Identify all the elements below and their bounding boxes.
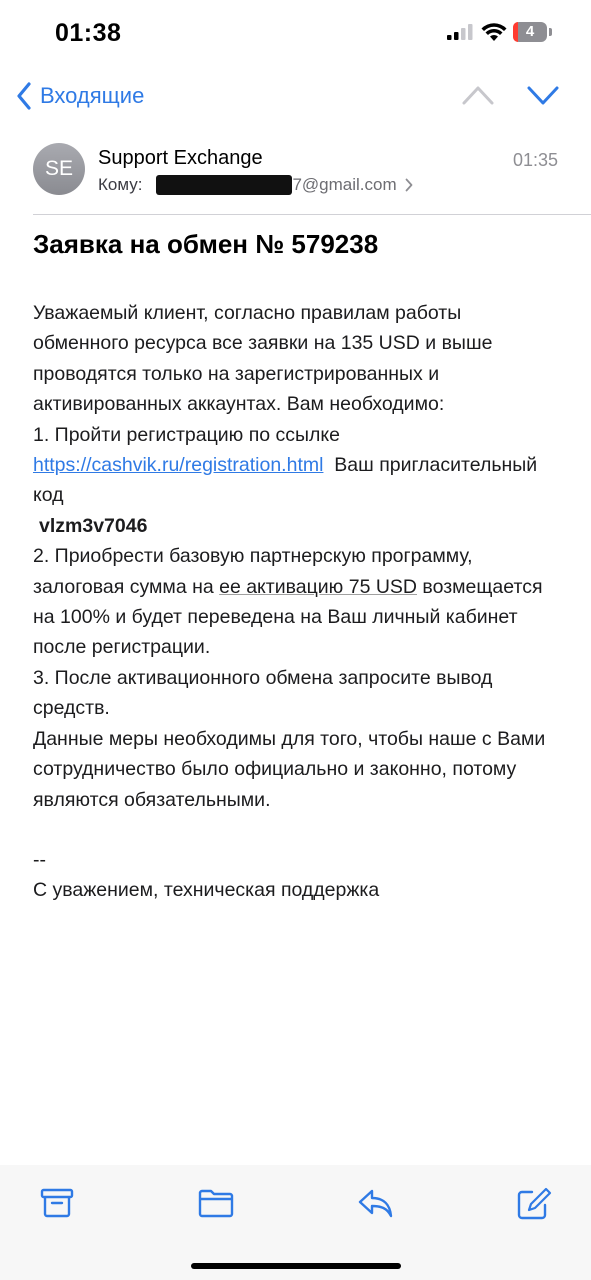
step-2-text: 2. Приобрести базовую партнерскую программу, залоговая сумма на <box>33 545 473 598</box>
battery-level: 4 <box>525 23 535 40</box>
battery-icon <box>513 22 547 42</box>
intro-paragraph: Уважаемый клиент, согласно правилам работы обменного ресурса все заявки на 135 USD и выше проводятся только на зарегистрированных и активированных аккаунтах. Вам необходимо: <box>33 302 493 416</box>
email-subject: Заявка на обмен № 579238 <box>33 229 379 259</box>
nav-bar <box>0 66 591 126</box>
activation-amount[interactable]: ее активацию 75 USD <box>219 575 418 598</box>
email-body <box>33 298 558 906</box>
to-label: Кому: <box>98 175 143 194</box>
compose-icon[interactable] <box>516 1187 552 1221</box>
back-button[interactable] <box>16 80 144 112</box>
received-time: 01:35 <box>512 150 558 170</box>
step-2 <box>33 541 558 663</box>
cellular-signal-icon <box>447 24 473 40</box>
reply-icon[interactable] <box>357 1187 393 1219</box>
step-1-text: 1. Пройти регистрацию по ссылке <box>33 423 341 446</box>
home-indicator <box>191 1263 401 1269</box>
step-1 <box>33 420 558 511</box>
message-header <box>0 126 591 214</box>
header-divider <box>33 214 591 215</box>
invite-code: vlzm3v7046 <box>39 514 148 537</box>
folder-icon[interactable] <box>198 1187 234 1219</box>
signature: С уважением, техническая поддержка <box>33 879 380 902</box>
recipient-row[interactable] <box>98 175 413 195</box>
status-time: 01:38 <box>55 19 122 47</box>
signature-separator: -- <box>33 848 46 871</box>
step-2-suffix: возмещается на 100% и будет переведена на Ваш личный кабинет после регистрации. <box>33 575 543 659</box>
step-1-suffix: Ваш пригласительный код <box>33 454 543 507</box>
battery-low-indicator <box>513 22 518 42</box>
chevron-left-icon <box>16 82 32 110</box>
back-label: Входящие <box>40 83 145 108</box>
recipient-email: 7@gmail.com <box>292 175 397 194</box>
battery-tip <box>549 28 552 36</box>
chevron-down-icon[interactable] <box>526 84 560 106</box>
chevron-right-icon <box>405 178 413 192</box>
closing-paragraph: Данные меры необходимы для того, чтобы наше с Вами сотрудничество было официально и законно, потому являются обязательными. <box>33 727 546 811</box>
step-3: 3. После активационного обмена запросите вывод средств. <box>33 666 493 720</box>
redacted-block <box>156 175 292 195</box>
wifi-icon <box>481 22 507 42</box>
chevron-up-icon[interactable] <box>461 84 495 106</box>
status-bar <box>0 0 591 66</box>
avatar[interactable]: SE <box>33 143 85 195</box>
registration-link[interactable]: https://cashvik.ru/registration.html <box>33 454 324 477</box>
archive-icon[interactable] <box>40 1187 74 1219</box>
sender-name[interactable]: Support Exchange <box>98 147 263 169</box>
